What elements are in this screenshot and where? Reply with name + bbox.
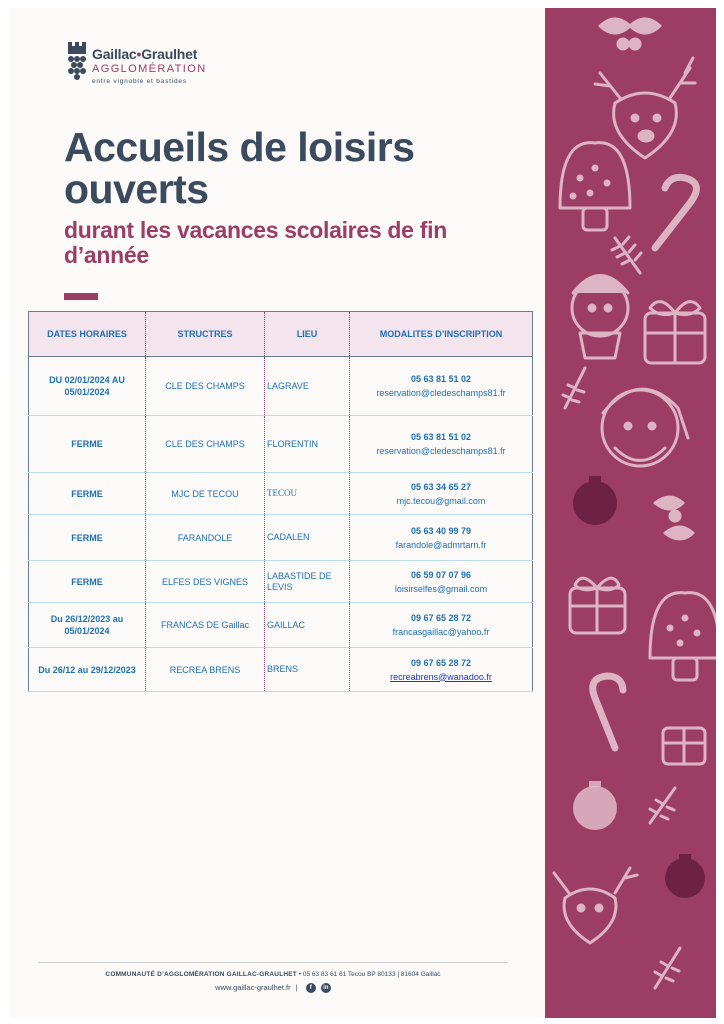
cell-lieu: TECOU [265, 473, 350, 515]
accent-bar [64, 293, 98, 300]
pine-sprig-icon [655, 948, 680, 988]
ornament-icon [665, 854, 705, 898]
linkedin-icon[interactable]: in [321, 983, 331, 993]
gift-icon [645, 302, 705, 363]
table-row [29, 561, 533, 603]
email-address[interactable]: mjc.tecou@gmail.com [396, 495, 486, 506]
table-row [29, 473, 533, 515]
email-address[interactable]: farandole@admrtarn.fr [395, 539, 487, 550]
cell-dates: Du 26/12 au 29/12/2023 [29, 648, 146, 692]
cell-lieu: LAGRAVE [265, 357, 350, 416]
cell-modalites [350, 357, 533, 416]
logo-subtitle: AGGLOMÉRATION [92, 63, 207, 75]
table-header-row [29, 312, 533, 357]
email-address[interactable]: francasgaillac@yahoo.fr [392, 627, 490, 637]
schedule-table [28, 311, 533, 692]
snowman-icon [572, 276, 628, 359]
phone-number: 05 63 81 51 02 [410, 432, 472, 442]
header-lieu: LIEU [265, 312, 350, 357]
footer-website-link[interactable]: www.gaillac-graulhet.fr [215, 983, 291, 992]
footer-web [38, 983, 508, 993]
cell-lieu: LABASTIDE DE LEVIS [265, 561, 350, 603]
footer-contact [38, 971, 508, 978]
cell-lieu: GAILLAC [265, 603, 350, 648]
table-row [29, 515, 533, 561]
ornament-icon [573, 781, 617, 830]
logo-tagline: entre vignoble et bastides [92, 78, 187, 85]
table-row [29, 416, 533, 473]
phone-number: 09 67 65 28 72 [410, 657, 472, 668]
cell-dates: DU 02/01/2024 AU 05/01/2024 [29, 357, 146, 416]
email-link[interactable]: recreabrens@wanadoo.fr [390, 671, 492, 682]
footer-divider [38, 962, 508, 963]
cell-modalites [350, 416, 533, 473]
grape-bastide-icon [66, 40, 88, 84]
cell-lieu: FLORENTIN [265, 416, 350, 473]
cell-modalites [350, 515, 533, 561]
cell-structure: RECREA BRENS [146, 648, 265, 692]
pine-sprig-icon [612, 237, 641, 273]
email-address[interactable]: reservation@cledeschamps81.fr [376, 446, 506, 456]
cell-structure: MJC DE TECOU [146, 473, 265, 515]
cell-structure: ELFES DES VIGNES [146, 561, 265, 603]
pine-sprig-icon [650, 788, 675, 823]
table-row [29, 603, 533, 648]
holly-icon [655, 497, 693, 539]
table-row [29, 357, 533, 416]
facebook-icon[interactable]: f [306, 983, 316, 993]
footer-org: COMMUNAUTÉ D’AGGLOMÉRATION GAILLAC-GRAULHET [105, 971, 297, 978]
reindeer-icon [554, 868, 637, 943]
cell-structure: FRANCAS DE Gaillac [146, 603, 265, 648]
cell-structure: CLE DES CHAMPS [146, 416, 265, 473]
cell-dates: Du 26/12/2023 au 05/01/2024 [29, 603, 146, 648]
cell-structure: CLE DES CHAMPS [146, 357, 265, 416]
ornament-icon [573, 476, 617, 525]
holly-icon [600, 19, 660, 49]
footer-separator: | [295, 983, 298, 992]
christmas-sidebar [545, 8, 716, 1018]
cell-dates: FERME [29, 416, 146, 473]
page-title: Accueils de loisirs ouverts [64, 124, 415, 212]
phone-number: 06 59 07 07 96 [410, 569, 472, 580]
cell-structure: FARANDOLE [146, 515, 265, 561]
reindeer-icon [595, 58, 695, 158]
phone-number: 09 67 65 28 72 [410, 613, 472, 623]
cell-lieu: CADALEN [265, 515, 350, 561]
candy-cane-icon [655, 177, 696, 248]
candy-cane-icon [593, 676, 623, 748]
cell-lieu: BRENS [265, 648, 350, 692]
header-dates: DATES HORAIRES [29, 312, 146, 357]
header-structure: STRUCTRES [146, 312, 265, 357]
phone-number: 05 63 40 99 79 [410, 525, 472, 536]
cell-modalites [350, 473, 533, 515]
mushroom-icon [560, 143, 630, 230]
cell-dates: FERME [29, 561, 146, 603]
gift-icon [663, 728, 705, 764]
email-address[interactable]: reservation@cledeschamps81.fr [376, 388, 506, 398]
phone-number: 05 63 81 51 02 [410, 374, 472, 384]
logo-name: Gaillac•Graulhet [92, 46, 198, 62]
header-modalites: MODALITES D’INSCRIPTION [350, 312, 533, 357]
pine-sprig-icon [563, 368, 585, 408]
santa-icon [602, 389, 688, 466]
mushroom-icon [650, 593, 716, 680]
gift-icon [570, 578, 625, 633]
cell-modalites [350, 603, 533, 648]
page-subtitle: durant les vacances scolaires de fin d’année [64, 217, 447, 268]
cell-modalites [350, 648, 533, 692]
cell-dates: FERME [29, 473, 146, 515]
footer-address: • 05 63 83 61 61 Tecou BP 80133 | 81604 Gaillac [298, 971, 441, 978]
email-address[interactable]: loisirselfes@gmail.com [394, 583, 488, 594]
table-row [29, 648, 533, 692]
phone-number: 05 63 34 65 27 [410, 481, 472, 492]
christmas-pattern [545, 8, 716, 1018]
cell-dates: FERME [29, 515, 146, 561]
cell-modalites [350, 561, 533, 603]
agglomeration-logo [66, 38, 226, 90]
